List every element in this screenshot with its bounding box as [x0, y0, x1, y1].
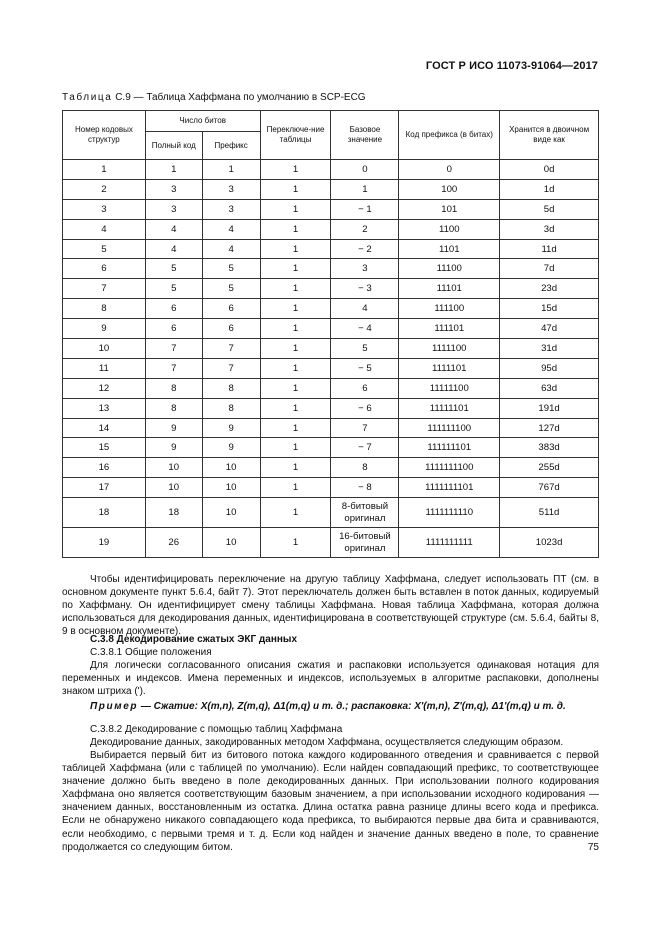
table-cell: − 4 — [331, 319, 399, 339]
table-cell: 1 — [202, 160, 260, 180]
table-row — [63, 458, 599, 478]
document-header: ГОСТ Р ИСО 11073-91064—2017 — [425, 60, 598, 72]
table-cell: 3d — [500, 219, 599, 239]
table-row — [63, 418, 599, 438]
table-cell: 15 — [63, 438, 146, 458]
table-cell: 17 — [63, 478, 146, 498]
table-cell: 1 — [260, 199, 331, 219]
table-caption-text: С.9 — Таблица Хаффмана по умолчанию в SCP-ECG — [115, 92, 366, 103]
table-cell: 11d — [500, 239, 599, 259]
table-cell: 100 — [399, 179, 500, 199]
table-cell: 95d — [500, 358, 599, 378]
table-cell: 9 — [202, 438, 260, 458]
table-cell: 8 — [202, 378, 260, 398]
table-cell: 7 — [202, 358, 260, 378]
paragraph-decoding-intro: Декодирование данных, закодированных методом Хаффмана, осуществляется следующим образом. — [90, 737, 564, 748]
table-cell: 7 — [145, 358, 202, 378]
table-cell: 10 — [63, 339, 146, 359]
table-cell: 0 — [331, 160, 399, 180]
table-cell: 5d — [500, 199, 599, 219]
table-cell: 5 — [145, 279, 202, 299]
table-cell: 191d — [500, 398, 599, 418]
table-cell: − 5 — [331, 358, 399, 378]
table-cell: 1 — [331, 179, 399, 199]
table-cell: 1 — [260, 398, 331, 418]
col-header-prefix-code: Код префикса (в битах) — [399, 111, 500, 160]
table-cell: 15d — [500, 299, 599, 319]
table-cell: 3 — [202, 199, 260, 219]
table-cell: 11111100 — [399, 378, 500, 398]
section-heading-c382: С.3.8.2 Декодирование с помощью таблиц Хаффмана — [90, 724, 343, 735]
table-cell: 1d — [500, 179, 599, 199]
example-line — [90, 700, 599, 713]
table-cell: 7 — [145, 339, 202, 359]
col-header-table-switch: Переключе-ние таблицы — [260, 111, 331, 160]
table-cell: 9 — [145, 438, 202, 458]
table-cell: 8-битовый оригинал — [331, 498, 399, 528]
col-header-stored-binary: Хранится в двоичном виде как — [500, 111, 599, 160]
table-cell: 8 — [145, 378, 202, 398]
table-body — [63, 160, 599, 558]
table-cell: 1 — [260, 438, 331, 458]
table-cell: 255d — [500, 458, 599, 478]
table-row — [63, 319, 599, 339]
table-cell: 383d — [500, 438, 599, 458]
table-cell: 8 — [63, 299, 146, 319]
table-cell: 4 — [63, 219, 146, 239]
table-cell: 511d — [500, 498, 599, 528]
table-cell: 8 — [202, 398, 260, 418]
table-cell: 0 — [399, 160, 500, 180]
table-cell: 1 — [260, 498, 331, 528]
paragraph-notation: Для логически согласованного описания сжатия и распаковки используется одинаковая нотация для переменных и индексов. Имена переменных и индексов, используемых в алгоритме распаковки, дополнены знаком штриха ('). — [62, 660, 599, 698]
table-cell: 5 — [145, 259, 202, 279]
table-cell: 6 — [202, 319, 260, 339]
paragraph-decoding-procedure: Выбирается первый бит из битового потока каждого кодированного отведения и сравнивается с первой таблицей Хаффмана (или с таблицей по умолчанию). Если найден совпадающий префикс, то соответствующее значение должно быть введено в поле декодированных данных. При использовании полного кодирования Хаффмана оно является соответствующим базовым значением, а при использовании исходного кодирования — значением данных, восстановленным из остатка. Длина остатка равна разнице длины всего кода и префикса. Если не обнаружено никакого совпадающего кода префикса, то выбираются первые два бита и сравниваются, если необходимо, с первыми тремя и т. д. Если код найден и значение данных введено в поле, то сравнение продолжается со следующим битом. — [62, 750, 599, 853]
table-row — [63, 528, 599, 558]
table-cell: 111100 — [399, 299, 500, 319]
table-row — [63, 160, 599, 180]
table-cell: 9 — [202, 418, 260, 438]
table-row — [63, 339, 599, 359]
table-row — [63, 378, 599, 398]
example-text: — Сжатие: X(m,n), Z(m,q), Δ1(m,q) и т. д.; распаковка: X'(m,n), Z'(m,q), Δ1'(m,q) и т. д. — [138, 701, 566, 712]
table-cell: 7 — [331, 418, 399, 438]
table-cell: 6 — [145, 319, 202, 339]
col-header-code-number: Номер кодовых структур — [63, 111, 146, 160]
table-cell: 19 — [63, 528, 146, 558]
table-cell: 1 — [260, 458, 331, 478]
table-cell: 18 — [63, 498, 146, 528]
table-cell: 5 — [202, 279, 260, 299]
section-heading-c38: С.3.8 Декодирование сжатых ЭКГ данных — [90, 634, 298, 645]
table-cell: 11 — [63, 358, 146, 378]
table-cell: 9 — [145, 418, 202, 438]
table-cell: 127d — [500, 418, 599, 438]
table-cell: 13 — [63, 398, 146, 418]
table-cell: 1 — [260, 418, 331, 438]
table-cell: 1111111101 — [399, 478, 500, 498]
table-cell: 2 — [63, 179, 146, 199]
table-cell: 767d — [500, 478, 599, 498]
table-cell: 8 — [145, 398, 202, 418]
table-cell: 7 — [63, 279, 146, 299]
table-row — [63, 498, 599, 528]
table-cell: 3 — [202, 179, 260, 199]
table-cell: 3 — [63, 199, 146, 219]
table-cell: 6 — [331, 378, 399, 398]
table-cell: 1111111110 — [399, 498, 500, 528]
table-cell: 11101 — [399, 279, 500, 299]
table-row — [63, 299, 599, 319]
table-cell: 4 — [202, 239, 260, 259]
table-cell: 1 — [260, 239, 331, 259]
table-cell: 1 — [260, 160, 331, 180]
table-cell: 1111111111 — [399, 528, 500, 558]
table-row — [63, 358, 599, 378]
table-cell: 6 — [202, 299, 260, 319]
table-cell: 1 — [145, 160, 202, 180]
table-cell: 111111101 — [399, 438, 500, 458]
col-header-bits-group: Число битов — [145, 111, 260, 132]
table-cell: 4 — [145, 219, 202, 239]
table-cell: 1 — [260, 358, 331, 378]
table-cell: − 2 — [331, 239, 399, 259]
table-cell: 1111111100 — [399, 458, 500, 478]
table-cell: 9 — [63, 319, 146, 339]
table-row — [63, 279, 599, 299]
table-cell: 1 — [260, 219, 331, 239]
example-label: Пример — [90, 701, 139, 712]
table-cell: 11111101 — [399, 398, 500, 418]
table-cell: 10 — [202, 458, 260, 478]
table-cell: 6 — [145, 299, 202, 319]
table-caption — [62, 92, 366, 103]
huffman-table — [62, 110, 599, 558]
table-cell: 1101 — [399, 239, 500, 259]
table-cell: 10 — [202, 528, 260, 558]
table-cell: 4 — [202, 219, 260, 239]
table-cell: 18 — [145, 498, 202, 528]
table-cell: − 1 — [331, 199, 399, 219]
table-cell: 1 — [260, 319, 331, 339]
table-cell: 10 — [145, 458, 202, 478]
table-cell: 11100 — [399, 259, 500, 279]
table-cell: 4 — [145, 239, 202, 259]
table-row — [63, 478, 599, 498]
table-cell: 1111100 — [399, 339, 500, 359]
table-row — [63, 239, 599, 259]
table-cell: 5 — [202, 259, 260, 279]
table-cell: 0d — [500, 160, 599, 180]
paragraph-table-switch: Чтобы идентифицировать переключение на другую таблицу Хаффмана, следует использовать ПТ (см. в основном документе пункт 5.6.4, байт 7). Этот переключатель должен быть вставлен в поток данных, кодируемый по Хаффману. Он идентифицирует смену таблицы Хаффмана. Новая таблица Хаффмана, которая должна использоваться для декодирования данных, идентифицирована в соответствующей структуре (см. 5.6.4, байты 8, 9 в основном документе). — [62, 574, 599, 638]
table-cell: − 8 — [331, 478, 399, 498]
table-cell: 47d — [500, 319, 599, 339]
table-cell: 5 — [331, 339, 399, 359]
table-cell: − 3 — [331, 279, 399, 299]
page-number: 75 — [587, 842, 599, 853]
section-heading-c381: С.3.8.1 Общие положения — [90, 647, 212, 658]
table-cell: − 7 — [331, 438, 399, 458]
table-cell: 10 — [202, 498, 260, 528]
table-cell: 7 — [202, 339, 260, 359]
table-row — [63, 259, 599, 279]
table-cell: 1 — [260, 299, 331, 319]
table-cell: 111101 — [399, 319, 500, 339]
table-cell: 16-битовый оригинал — [331, 528, 399, 558]
table-cell: 1023d — [500, 528, 599, 558]
table-cell: 6 — [63, 259, 146, 279]
table-cell: 63d — [500, 378, 599, 398]
table-cell: 16 — [63, 458, 146, 478]
table-row — [63, 179, 599, 199]
table-cell: 1 — [260, 179, 331, 199]
table-cell: 7d — [500, 259, 599, 279]
table-cell: 1 — [260, 378, 331, 398]
table-cell: 3 — [331, 259, 399, 279]
col-header-prefix: Префикс — [202, 132, 260, 160]
table-cell: 23d — [500, 279, 599, 299]
table-cell: 1 — [260, 339, 331, 359]
table-cell: 1 — [260, 259, 331, 279]
table-cell: 10 — [145, 478, 202, 498]
table-cell: 1 — [260, 478, 331, 498]
table-cell: 111111100 — [399, 418, 500, 438]
table-row — [63, 398, 599, 418]
table-cell: 8 — [331, 458, 399, 478]
table-cell: 14 — [63, 418, 146, 438]
table-cell: − 6 — [331, 398, 399, 418]
table-cell: 12 — [63, 378, 146, 398]
table-cell: 3 — [145, 199, 202, 219]
table-cell: 5 — [63, 239, 146, 259]
table-cell: 4 — [331, 299, 399, 319]
table-cell: 101 — [399, 199, 500, 219]
table-row — [63, 438, 599, 458]
table-cell: 1111101 — [399, 358, 500, 378]
table-cell: 2 — [331, 219, 399, 239]
col-header-full-code: Полный код — [145, 132, 202, 160]
col-header-base-value: Базовое значение — [331, 111, 399, 160]
table-cell: 1 — [63, 160, 146, 180]
table-caption-label: Таблица — [62, 92, 113, 103]
table-cell: 31d — [500, 339, 599, 359]
table-cell: 26 — [145, 528, 202, 558]
table-cell: 1100 — [399, 219, 500, 239]
table-cell: 1 — [260, 528, 331, 558]
table-row — [63, 199, 599, 219]
table-row — [63, 219, 599, 239]
table-cell: 1 — [260, 279, 331, 299]
table-cell: 10 — [202, 478, 260, 498]
table-cell: 3 — [145, 179, 202, 199]
